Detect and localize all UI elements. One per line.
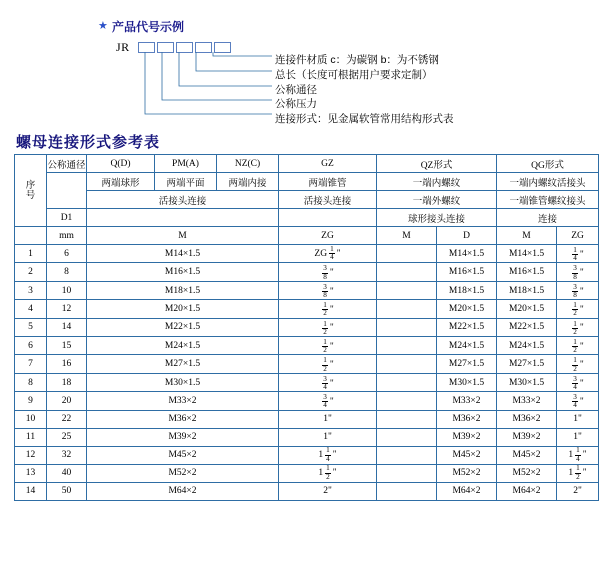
table-header-row-4 xyxy=(15,209,599,227)
cell-seq: 12 xyxy=(15,446,47,464)
cell-seq: 14 xyxy=(15,482,47,500)
cell-zg-qg: $\frac{3}{4}$ " xyxy=(557,373,599,391)
cell-nominal-dia: 6 xyxy=(47,245,87,263)
header-type-desc-5a: 一端内螺纹活接头 xyxy=(497,173,599,191)
cell-d-qz: M20×1.5 xyxy=(437,300,497,318)
header-sub-m-qg: M xyxy=(497,227,557,245)
table-row xyxy=(15,300,599,318)
legend-desc-connection-form: 连接形式：见金属软管常用结构形式表 xyxy=(275,113,454,125)
cell-m-qg: M14×1.5 xyxy=(497,245,557,263)
legend-desc-nominal-pressure: 公称压力 xyxy=(275,98,317,110)
cell-zg-qg: 1" xyxy=(557,410,599,428)
legend-desc-total-length: 总长（长度可根据用户要求定制） xyxy=(275,69,433,81)
header-type-code-0: Q(D) xyxy=(87,155,155,173)
table-row xyxy=(15,355,599,373)
cell-m-qg: M39×2 xyxy=(497,428,557,446)
cell-zg-qg: $\frac{1}{2}$ " xyxy=(557,300,599,318)
cell-m-left: M18×1.5 xyxy=(87,281,279,299)
header-type-code-5: QG形式 xyxy=(497,155,599,173)
cell-d-qz: M27×1.5 xyxy=(437,355,497,373)
cell-m-left: M27×1.5 xyxy=(87,355,279,373)
table-header-row-1 xyxy=(15,155,599,173)
cell-zg-qg: 1" xyxy=(557,428,599,446)
cell-zg-qg: $\frac{1}{2}$ " xyxy=(557,318,599,336)
cell-m-qg: M45×2 xyxy=(497,446,557,464)
legend-title: 产品代号示例 xyxy=(112,20,185,34)
cell-nominal-dia: 8 xyxy=(47,263,87,281)
cell-m-qz xyxy=(377,337,437,355)
cell-seq: 5 xyxy=(15,318,47,336)
cell-zg-qg: $\frac{1}{2}$ " xyxy=(557,337,599,355)
cell-m-qz xyxy=(377,446,437,464)
header-sub-zg-qg: ZG xyxy=(557,227,599,245)
cell-zg-gz: 1" xyxy=(279,410,377,428)
header-sub-zg-gz: ZG xyxy=(279,227,377,245)
cell-m-left: M39×2 xyxy=(87,428,279,446)
cell-zg-qg: $\frac{1}{4}$ " xyxy=(557,245,599,263)
header-type-desc-4b: 一端外螺纹 xyxy=(377,191,497,209)
cell-zg-gz: $\frac{3}{8}$ " xyxy=(279,263,377,281)
cell-m-qg: M27×1.5 xyxy=(497,355,557,373)
cell-zg-qg: $\frac{3}{8}$ " xyxy=(557,263,599,281)
cell-nominal-dia: 18 xyxy=(47,373,87,391)
cell-nominal-dia: 50 xyxy=(47,482,87,500)
cell-m-qg: M18×1.5 xyxy=(497,281,557,299)
cell-m-qg: M16×1.5 xyxy=(497,263,557,281)
cell-m-qg: M20×1.5 xyxy=(497,300,557,318)
cell-m-qz xyxy=(377,355,437,373)
header-sub-m-left: M xyxy=(87,227,279,245)
cell-zg-qg: $\frac{1}{2}$ " xyxy=(557,355,599,373)
star-icon: ★ xyxy=(98,20,108,32)
cell-m-left: M14×1.5 xyxy=(87,245,279,263)
cell-zg-qg: $\frac{3}{8}$ " xyxy=(557,281,599,299)
cell-zg-gz: ZG $\frac{1}{4}$ " xyxy=(279,245,377,263)
cell-d-qz: M33×2 xyxy=(437,392,497,410)
cell-seq: 6 xyxy=(15,337,47,355)
cell-zg-gz: 1 $\frac{1}{4}$ " xyxy=(279,446,377,464)
cell-zg-gz: $\frac{1}{2}$ " xyxy=(279,337,377,355)
cell-d-qz: M45×2 xyxy=(437,446,497,464)
cell-seq: 2 xyxy=(15,263,47,281)
header-type-desc-2: 两端内接 xyxy=(217,173,279,191)
cell-m-qz xyxy=(377,300,437,318)
cell-nominal-dia: 40 xyxy=(47,464,87,482)
cell-d-qz: M22×1.5 xyxy=(437,318,497,336)
cell-zg-gz: $\frac{1}{2}$ " xyxy=(279,300,377,318)
cell-zg-gz: 1 $\frac{1}{2}$ " xyxy=(279,464,377,482)
cell-m-left: M16×1.5 xyxy=(87,263,279,281)
cell-d-qz: M30×1.5 xyxy=(437,373,497,391)
cell-m-left: M30×1.5 xyxy=(87,373,279,391)
cell-m-qz xyxy=(377,245,437,263)
cell-m-qz xyxy=(377,318,437,336)
cell-m-left: M20×1.5 xyxy=(87,300,279,318)
header-unit-mm: mm xyxy=(47,227,87,245)
page-title: 螺母连接形式参考表 xyxy=(16,134,161,151)
cell-m-left: M52×2 xyxy=(87,464,279,482)
cell-zg-gz: $\frac{3}{4}$ " xyxy=(279,392,377,410)
cell-zg-qg: 2" xyxy=(557,482,599,500)
cell-nominal-dia: 25 xyxy=(47,428,87,446)
cell-zg-gz: $\frac{1}{2}$ " xyxy=(279,318,377,336)
cell-zg-gz: 2" xyxy=(279,482,377,500)
cell-seq: 3 xyxy=(15,281,47,299)
cell-zg-gz: $\frac{3}{8}$ " xyxy=(279,281,377,299)
cell-m-qg: M24×1.5 xyxy=(497,337,557,355)
header-type-desc-1: 两端平面 xyxy=(155,173,217,191)
cell-m-left: M22×1.5 xyxy=(87,318,279,336)
header-d1: D1 xyxy=(47,209,87,227)
cell-m-qg: M36×2 xyxy=(497,410,557,428)
cell-m-qz xyxy=(377,281,437,299)
cell-zg-qg: 1 $\frac{1}{2}$ " xyxy=(557,464,599,482)
legend-desc-nominal-diameter: 公称通径 xyxy=(275,84,317,96)
cell-d-qz: M36×2 xyxy=(437,410,497,428)
table-row xyxy=(15,482,599,500)
cell-nominal-dia: 32 xyxy=(47,446,87,464)
header-type-desc-5b: 一端锥管螺纹接头 xyxy=(497,191,599,209)
cell-m-left: M33×2 xyxy=(87,392,279,410)
cell-nominal-dia: 12 xyxy=(47,300,87,318)
cell-zg-gz: $\frac{3}{4}$ " xyxy=(279,373,377,391)
cell-d-qz: M18×1.5 xyxy=(437,281,497,299)
cell-nominal-dia: 20 xyxy=(47,392,87,410)
table-row xyxy=(15,428,599,446)
cell-nominal-dia: 10 xyxy=(47,281,87,299)
cell-m-qg: M52×2 xyxy=(497,464,557,482)
table-header-row-2 xyxy=(15,173,599,191)
header-nominal-dia: 公称通径 xyxy=(47,155,87,173)
header-type-desc-4a: 一端内螺纹 xyxy=(377,173,497,191)
table-row xyxy=(15,392,599,410)
cell-d-qz: M14×1.5 xyxy=(437,245,497,263)
table-row xyxy=(15,337,599,355)
cell-seq: 7 xyxy=(15,355,47,373)
table-row xyxy=(15,245,599,263)
header-nominal-dia-blank xyxy=(47,173,87,209)
header-joint-0: 活接头连接 xyxy=(87,191,279,209)
cell-zg-qg: 1 $\frac{1}{4}$ " xyxy=(557,446,599,464)
cell-m-qg: M64×2 xyxy=(497,482,557,500)
header-blank-mid xyxy=(87,209,279,227)
cell-d-qz: M52×2 xyxy=(437,464,497,482)
header-type-desc-3: 两端锥管 xyxy=(279,173,377,191)
header-sub-d-qz: D xyxy=(437,227,497,245)
cell-d-qz: M24×1.5 xyxy=(437,337,497,355)
cell-m-qz xyxy=(377,482,437,500)
cell-seq: 4 xyxy=(15,300,47,318)
header-type-code-4: QZ形式 xyxy=(377,155,497,173)
header-type-code-1: PM(A) xyxy=(155,155,217,173)
cell-m-qg: M22×1.5 xyxy=(497,318,557,336)
table-row xyxy=(15,281,599,299)
cell-seq: 10 xyxy=(15,410,47,428)
cell-m-qg: M30×1.5 xyxy=(497,373,557,391)
cell-m-qz xyxy=(377,373,437,391)
cell-seq: 1 xyxy=(15,245,47,263)
table-row xyxy=(15,464,599,482)
cell-m-qz xyxy=(377,263,437,281)
header-joint-4: 球形接头连接 xyxy=(377,209,497,227)
table-row xyxy=(15,446,599,464)
cell-nominal-dia: 14 xyxy=(47,318,87,336)
table-row xyxy=(15,263,599,281)
cell-d-qz: M39×2 xyxy=(437,428,497,446)
header-joint-5: 连接 xyxy=(497,209,599,227)
table-header-row-3 xyxy=(15,191,599,209)
cell-nominal-dia: 15 xyxy=(47,337,87,355)
cell-m-qz xyxy=(377,428,437,446)
header-joint-3: 活接头连接 xyxy=(279,191,377,209)
table-row xyxy=(15,373,599,391)
table-row xyxy=(15,318,599,336)
cell-seq: 13 xyxy=(15,464,47,482)
cell-seq: 8 xyxy=(15,373,47,391)
cell-d-qz: M16×1.5 xyxy=(437,263,497,281)
table-header-row-5 xyxy=(15,227,599,245)
nut-connection-table xyxy=(14,154,599,501)
cell-seq: 11 xyxy=(15,428,47,446)
header-type-desc-0: 两端球形 xyxy=(87,173,155,191)
legend-prefix: JR xyxy=(116,40,130,54)
legend-desc-connector-material: 连接件材质 c：为碳钢 b：为不锈钢 xyxy=(275,54,439,66)
cell-m-left: M36×2 xyxy=(87,410,279,428)
product-code-legend xyxy=(0,0,600,126)
table-row xyxy=(15,410,599,428)
cell-zg-gz: 1" xyxy=(279,428,377,446)
cell-m-left: M45×2 xyxy=(87,446,279,464)
header-type-code-3: GZ xyxy=(279,155,377,173)
cell-m-left: M24×1.5 xyxy=(87,337,279,355)
cell-seq: 9 xyxy=(15,392,47,410)
header-blank-gz xyxy=(279,209,377,227)
cell-nominal-dia: 22 xyxy=(47,410,87,428)
cell-m-qg: M33×2 xyxy=(497,392,557,410)
cell-nominal-dia: 16 xyxy=(47,355,87,373)
cell-m-qz xyxy=(377,392,437,410)
cell-m-left: M64×2 xyxy=(87,482,279,500)
cell-m-qz xyxy=(377,464,437,482)
header-seq: 序 号 xyxy=(15,155,47,227)
header-unit-seq-blank xyxy=(15,227,47,245)
cell-zg-qg: $\frac{3}{4}$ " xyxy=(557,392,599,410)
cell-zg-gz: $\frac{1}{2}$ " xyxy=(279,355,377,373)
header-type-code-2: NZ(C) xyxy=(217,155,279,173)
cell-m-qz xyxy=(377,410,437,428)
header-sub-m-qz: M xyxy=(377,227,437,245)
cell-d-qz: M64×2 xyxy=(437,482,497,500)
